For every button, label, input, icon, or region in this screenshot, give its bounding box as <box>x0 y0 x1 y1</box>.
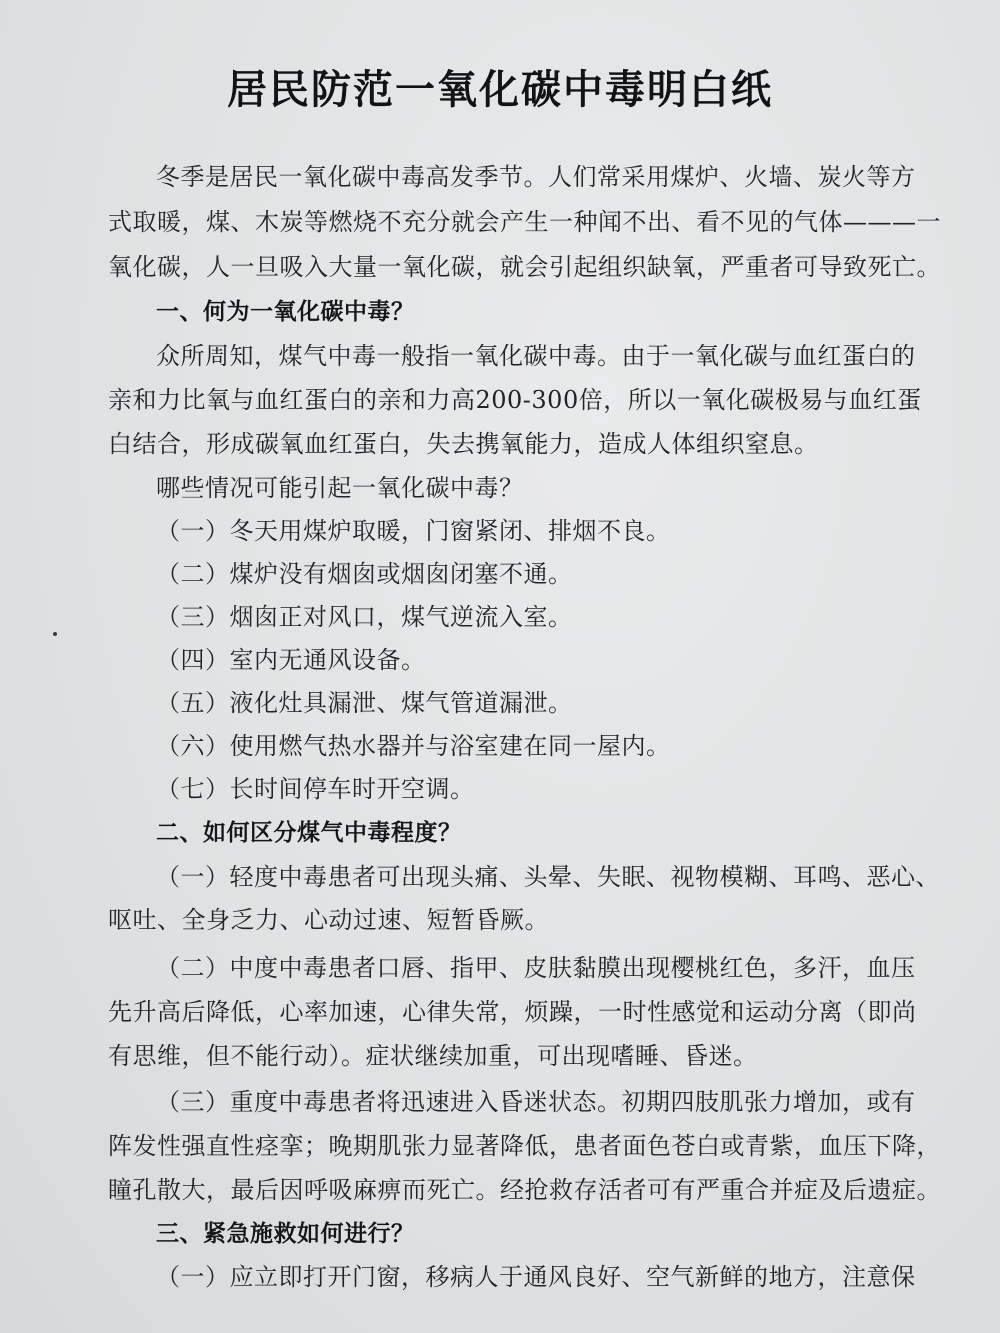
list-item: （一）冬天用煤炉取暖，门窗紧闭、排烟不良。 <box>156 517 671 545</box>
paper-speck <box>53 632 57 636</box>
list-item: （七）长时间停车时开空调。 <box>156 775 475 803</box>
intro-line: 氧化碳，人一旦吸入大量一氧化碳，就会引起组织缺氧，严重者可导致死亡。 <box>108 253 941 281</box>
list-item: （六）使用燃气热水器并与浴室建在同一屋内。 <box>156 732 671 760</box>
list-item: （三）烟囱正对风口，煤气逆流入室。 <box>156 603 573 631</box>
section-heading: 一、何为一氧化碳中毒？ <box>156 299 415 325</box>
paragraph-line: （二）中度中毒患者口唇、指甲、皮肤黏膜出现樱桃红色，多汗，血压 <box>156 954 916 982</box>
list-item: （五）液化灶具漏泄、煤气管道漏泄。 <box>156 689 573 717</box>
paragraph-line: （一）应立即打开门窗，移病人于通风良好、空气新鲜的地方，注意保 <box>156 1263 916 1291</box>
subheading: 哪些情况可能引起一氧化碳中毒？ <box>156 474 524 502</box>
paragraph-line: 阵发性强直性痉挛；晚期肌张力显著降低，患者面色苍白或青紫，血压下降， <box>108 1132 941 1160</box>
paragraph-line: （一）轻度中毒患者可出现头痛、头晕、失眠、视物模糊、耳鸣、恶心、 <box>156 863 940 891</box>
paragraph-line: 先升高后降低，心率加速，心律失常，烦躁，一时性感觉和运动分离（即尚 <box>108 998 917 1026</box>
intro-line: 式取暖，煤、木炭等燃烧不充分就会产生一种闻不出、看不见的气体———一 <box>108 208 941 236</box>
paragraph-line: 亲和力比氧与血红蛋白的亲和力高200-300倍，所以一氧化碳极易与血红蛋 <box>108 386 922 414</box>
paragraph-line: 有思维，但不能行动）。症状继续加重，可出现嗜睡、昏迷。 <box>108 1042 758 1070</box>
list-item: （四）室内无通风设备。 <box>156 646 426 674</box>
paragraph-line: 呕吐、全身乏力、心动过速、短暂昏厥。 <box>108 906 549 934</box>
list-item: （二）煤炉没有烟囱或烟囱闭塞不通。 <box>156 560 573 588</box>
paragraph-line: 白结合，形成碳氧血红蛋白，失去携氧能力，造成人体组织窒息。 <box>108 430 819 458</box>
paragraph-line: 瞳孔散大，最后因呼吸麻痹而死亡。经抢救存活者可有严重合并症及后遗症。 <box>108 1176 941 1204</box>
section-heading: 三、紧急施救如何进行？ <box>156 1221 415 1247</box>
page-title: 居民防范一氧化碳中毒明白纸 <box>227 67 773 113</box>
paragraph-line: 众所周知，煤气中毒一般指一氧化碳中毒。由于一氧化碳与血红蛋白的 <box>156 342 916 370</box>
section-heading: 二、如何区分煤气中毒程度？ <box>156 820 462 846</box>
paragraph-line: （三）重度中毒患者将迅速进入昏迷状态。初期四肢肌张力增加，或有 <box>156 1088 916 1116</box>
intro-line: 冬季是居民一氧化碳中毒高发季节。人们常采用煤炉、火墙、炭火等方 <box>156 163 916 191</box>
